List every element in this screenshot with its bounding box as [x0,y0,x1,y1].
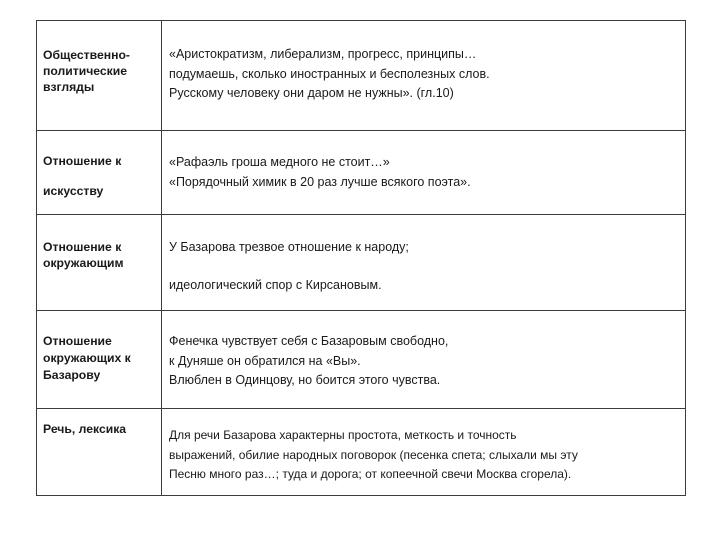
row-content [169,426,681,485]
row-content-line: идеологический спор с Кирсановым. [169,277,382,292]
table-row [37,409,685,495]
column-divider [161,215,162,310]
row-label-line: окружающих к [43,351,131,365]
row-content [169,238,681,295]
row-content [169,332,681,391]
row-label-line: Общественно- [43,48,130,62]
row-content-line: к Дуняше он обратился на «Вы». [169,353,361,368]
row-label-line: Отношение к [43,240,122,254]
column-divider [161,131,162,214]
row-label-line: искусству [43,184,104,198]
row-content [169,153,681,192]
row-label-line: политические [43,64,128,78]
column-divider [161,409,162,495]
row-label [43,333,155,384]
table-row [37,215,685,311]
row-label-line: взгляды [43,80,95,94]
column-divider [161,21,162,130]
row-label-line: Речь, лексика [43,422,127,436]
column-divider [161,311,162,408]
row-content-line: выражений, обилие народных поговорок (песенка спета; слыхали мы эту [169,447,578,462]
row-content-line: Влюблен в Одинцову, но боится этого чувства. [169,373,441,387]
row-content-line: подумаешь, сколько иностранных и бесполезных слов. [169,66,490,81]
row-label [43,47,155,95]
row-label [43,239,155,271]
row-label-line: Отношение к [43,154,122,168]
row-content-line: Песню много раз…; туда и дорога; от копеечной свечи Москва сгорела). [169,467,572,481]
row-content-line: «Порядочный химик в 20 раз лучше всякого поэта». [169,174,471,189]
row-content-line: Для речи Базарова характерны простота, меткость и точность [169,428,517,442]
row-label-line: Базарову [43,368,101,382]
row-label-line: Отношение [43,334,112,348]
table-row [37,311,685,409]
row-content-line: У Базарова трезвое отношение к народу; [169,240,409,254]
row-label [43,421,155,437]
table-row [37,131,685,215]
row-content-line: «Аристократизм, либерализм, прогресс, принципы… [169,47,477,61]
characteristics-table [36,20,686,496]
row-label [43,153,155,199]
row-content-line: Фенечка чувствует себя с Базаровым свободно, [169,334,449,348]
row-content-line: Русскому человеку они даром не нужны». (гл.10) [169,86,454,100]
row-content [169,45,681,104]
table-row [37,21,685,131]
row-label-line: окружающим [43,256,124,270]
row-content-line: «Рафаэль гроша медного не стоит…» [169,155,390,169]
